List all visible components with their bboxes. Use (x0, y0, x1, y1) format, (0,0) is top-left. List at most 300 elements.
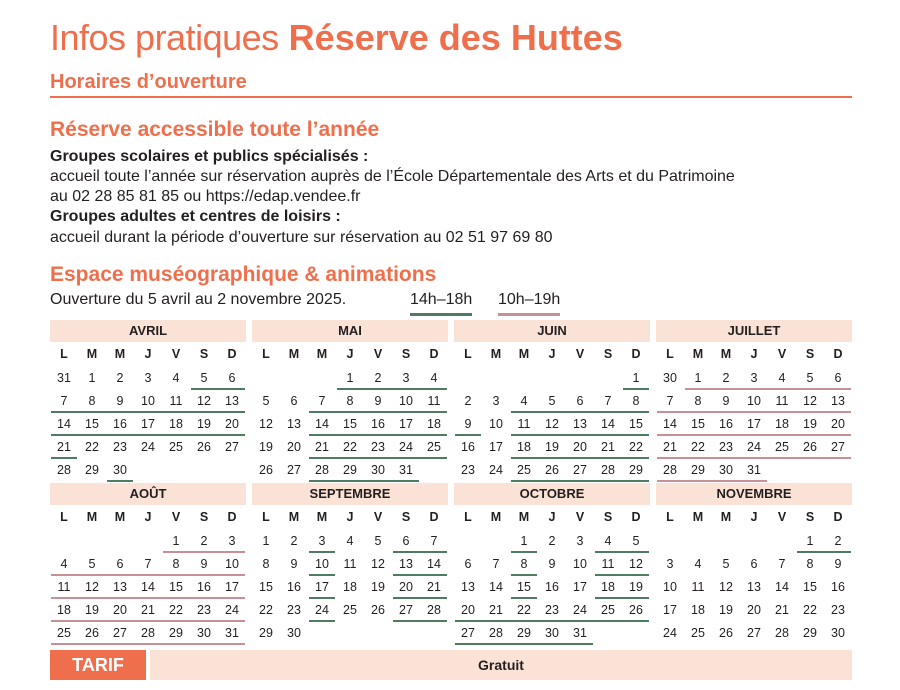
day-cell: 6 (576, 394, 584, 408)
weekday-label: S (805, 510, 815, 524)
day-cell: 9 (834, 557, 842, 571)
day-cell: 3 (402, 371, 410, 385)
week-row (50, 600, 246, 621)
day-cell: 26 (371, 603, 385, 617)
day-cell: 17 (489, 440, 503, 454)
day-cell: 10 (489, 417, 503, 431)
day-cell: 9 (722, 394, 730, 408)
day-cell: 24 (663, 626, 677, 640)
weekday-label: M (720, 347, 732, 361)
weekday-label: V (171, 510, 181, 524)
day-cell: 5 (374, 534, 382, 548)
day-cell: 17 (747, 417, 761, 431)
day-cell: 18 (775, 417, 789, 431)
day-cell (420, 623, 448, 644)
group2-line1: accueil durant la période d’ouverture sur réservation au 02 51 97 69 80 (50, 229, 553, 246)
weekday-label: D (227, 510, 237, 524)
day-cell: 6 (116, 557, 124, 571)
day-cell: 12 (719, 580, 733, 594)
day-cell: 26 (719, 626, 733, 640)
day-cell: 29 (259, 626, 273, 640)
day-cell: 15 (691, 417, 705, 431)
day-cell (134, 531, 162, 552)
day-cell: 8 (694, 394, 702, 408)
day-cell: 18 (343, 580, 357, 594)
month-calendar (50, 483, 246, 646)
day-cell: 24 (399, 440, 413, 454)
weekday-header (50, 507, 246, 531)
weekday-label: J (548, 347, 556, 361)
weekday-label: M (86, 347, 98, 361)
day-cell: 12 (259, 417, 273, 431)
weekday-label: M (288, 510, 300, 524)
day-cell: 28 (57, 463, 71, 477)
reserve-heading: Réserve accessible toute l’année (50, 118, 380, 141)
day-cell: 26 (629, 603, 643, 617)
day-cell: 21 (57, 440, 71, 454)
day-cell: 29 (85, 463, 99, 477)
day-cell: 7 (144, 557, 152, 571)
day-cell: 4 (778, 371, 786, 385)
day-cell: 3 (228, 534, 236, 548)
day-cell: 1 (806, 534, 814, 548)
week-row (454, 623, 650, 644)
day-cell: 2 (834, 534, 842, 548)
week-row (50, 460, 246, 481)
week-row (50, 577, 246, 598)
weekday-label: L (60, 347, 68, 361)
day-cell: 25 (427, 440, 441, 454)
day-cell: 13 (747, 580, 761, 594)
day-cell: 23 (371, 440, 385, 454)
weekday-label: V (575, 510, 585, 524)
day-cell: 7 (492, 557, 500, 571)
day-cell (392, 623, 420, 644)
week-row (656, 577, 852, 598)
day-cell: 19 (197, 417, 211, 431)
day-cell: 1 (520, 534, 528, 548)
day-cell: 9 (200, 557, 208, 571)
day-cell (308, 623, 336, 644)
day-cell: 21 (141, 603, 155, 617)
day-cell: 11 (601, 557, 615, 571)
day-cell: 15 (169, 580, 183, 594)
month-calendar (50, 320, 246, 483)
day-cell: 25 (517, 463, 531, 477)
day-cell (454, 531, 482, 552)
page-title-bold: Réserve des Huttes (288, 17, 623, 58)
weekday-label: D (833, 510, 843, 524)
day-cell: 4 (172, 371, 180, 385)
day-cell: 31 (747, 463, 761, 477)
weekday-label: M (692, 510, 704, 524)
day-cell: 15 (517, 580, 531, 594)
group1-label: Groupes scolaires et publics spécialisés : (50, 148, 369, 165)
month-name: JUIN (454, 320, 650, 342)
day-cell: 17 (225, 580, 239, 594)
weekday-label: J (346, 510, 354, 524)
day-cell (796, 460, 824, 481)
day-cell: 8 (346, 394, 354, 408)
weekday-label: D (631, 510, 641, 524)
day-cell: 4 (430, 371, 438, 385)
day-cell: 8 (520, 557, 528, 571)
weekday-label: J (750, 510, 758, 524)
day-cell: 12 (85, 580, 99, 594)
day-cell (420, 460, 448, 481)
month-calendar (454, 483, 650, 646)
day-cell: 16 (719, 417, 733, 431)
tarif-value: Gratuit (150, 650, 852, 680)
day-cell: 6 (290, 394, 298, 408)
week-row (252, 391, 448, 412)
day-cell: 21 (663, 440, 677, 454)
weekday-label: S (199, 347, 209, 361)
day-cell: 22 (629, 440, 643, 454)
day-cell: 19 (371, 580, 385, 594)
weekday-header (252, 507, 448, 531)
month-calendar (252, 320, 448, 483)
day-cell: 9 (116, 394, 124, 408)
week-row (656, 391, 852, 412)
day-cell: 10 (747, 394, 761, 408)
weekday-label: J (548, 510, 556, 524)
day-cell: 5 (806, 371, 814, 385)
day-cell: 23 (197, 603, 211, 617)
weekday-label: V (575, 347, 585, 361)
day-cell: 3 (750, 371, 758, 385)
day-cell: 5 (548, 394, 556, 408)
day-cell: 2 (722, 371, 730, 385)
day-cell: 28 (775, 626, 789, 640)
day-cell: 8 (172, 557, 180, 571)
day-cell: 20 (831, 417, 845, 431)
legend-afternoon-hours: 14h–18h (410, 289, 472, 316)
month-calendar (252, 483, 448, 646)
day-cell (712, 531, 740, 552)
day-cell: 5 (722, 557, 730, 571)
day-cell: 26 (197, 440, 211, 454)
day-cell: 12 (371, 557, 385, 571)
day-cell: 27 (573, 463, 587, 477)
month-calendar (454, 320, 650, 483)
month-name: MAI (252, 320, 448, 342)
day-cell: 11 (427, 394, 441, 408)
day-cell: 2 (464, 394, 472, 408)
day-cell: 2 (290, 534, 298, 548)
day-cell: 17 (573, 580, 587, 594)
day-cell: 24 (747, 440, 761, 454)
day-cell (566, 368, 594, 389)
day-cell: 22 (259, 603, 273, 617)
day-cell: 30 (371, 463, 385, 477)
group1-line1: accueil toute l’année sur réservation auprès de l’École Départementale des Arts et du Patrimoine (50, 168, 735, 185)
day-cell: 29 (803, 626, 817, 640)
day-cell: 26 (803, 440, 817, 454)
day-cell: 25 (169, 440, 183, 454)
day-cell: 28 (315, 463, 329, 477)
day-cell (768, 460, 796, 481)
day-cell: 30 (831, 626, 845, 640)
day-cell: 7 (318, 394, 326, 408)
day-cell: 14 (427, 557, 441, 571)
day-cell: 18 (57, 603, 71, 617)
day-cell: 26 (85, 626, 99, 640)
day-cell: 23 (719, 440, 733, 454)
day-cell: 19 (259, 440, 273, 454)
weekday-label: M (490, 347, 502, 361)
day-cell: 23 (287, 603, 301, 617)
weekday-label: L (464, 347, 472, 361)
weekday-label: J (144, 510, 152, 524)
day-cell: 7 (778, 557, 786, 571)
legend-full-day-hours: 10h–19h (498, 289, 560, 316)
week-row (50, 531, 246, 552)
espace-heading: Espace muséographique & animations (50, 263, 437, 286)
day-cell (538, 368, 566, 389)
day-cell: 26 (545, 463, 559, 477)
day-cell: 1 (632, 371, 640, 385)
day-cell: 24 (573, 603, 587, 617)
day-cell: 15 (343, 417, 357, 431)
day-cell: 27 (287, 463, 301, 477)
day-cell: 17 (315, 580, 329, 594)
day-cell: 29 (343, 463, 357, 477)
week-row (252, 623, 448, 644)
weekday-label: M (490, 510, 502, 524)
day-cell: 14 (57, 417, 71, 431)
weekday-label: D (429, 347, 439, 361)
weekday-label: V (171, 347, 181, 361)
day-cell: 23 (113, 440, 127, 454)
day-cell (594, 623, 622, 644)
day-cell: 8 (262, 557, 270, 571)
day-cell: 4 (346, 534, 354, 548)
day-cell (482, 531, 510, 552)
day-cell: 10 (141, 394, 155, 408)
weekday-header (656, 507, 852, 531)
day-cell: 29 (629, 463, 643, 477)
week-row (454, 531, 650, 552)
day-cell: 24 (315, 603, 329, 617)
day-cell: 29 (169, 626, 183, 640)
month-name: SEPTEMBRE (252, 483, 448, 505)
day-cell (364, 623, 392, 644)
day-cell: 26 (259, 463, 273, 477)
weekday-label: L (262, 510, 270, 524)
weekday-label: M (114, 510, 126, 524)
day-cell: 1 (346, 371, 354, 385)
day-cell: 21 (489, 603, 503, 617)
day-cell: 16 (831, 580, 845, 594)
weekday-label: M (518, 510, 530, 524)
week-row (656, 414, 852, 435)
week-row (252, 577, 448, 598)
day-cell: 30 (663, 371, 677, 385)
day-cell: 6 (750, 557, 758, 571)
day-cell (78, 531, 106, 552)
day-cell: 12 (545, 417, 559, 431)
day-cell: 30 (545, 626, 559, 640)
month-name: AVRIL (50, 320, 246, 342)
day-cell: 11 (775, 394, 789, 408)
week-row (50, 623, 246, 644)
day-cell: 14 (663, 417, 677, 431)
day-cell: 28 (601, 463, 615, 477)
week-row (454, 460, 650, 481)
week-row (50, 368, 246, 389)
day-cell (622, 623, 650, 644)
day-cell: 1 (172, 534, 180, 548)
day-cell: 2 (116, 371, 124, 385)
day-cell: 10 (573, 557, 587, 571)
week-row (252, 554, 448, 575)
week-row (454, 554, 650, 575)
weekday-header (50, 344, 246, 368)
day-cell: 31 (225, 626, 239, 640)
weekday-label: J (144, 347, 152, 361)
day-cell: 7 (60, 394, 68, 408)
day-cell: 16 (545, 580, 559, 594)
day-cell (106, 531, 134, 552)
week-row (656, 368, 852, 389)
weekday-label: J (750, 347, 758, 361)
week-row (252, 460, 448, 481)
day-cell (768, 531, 796, 552)
day-cell (454, 368, 482, 389)
day-cell: 2 (200, 534, 208, 548)
day-cell: 21 (427, 580, 441, 594)
weekday-label: V (373, 510, 383, 524)
weekday-label: V (373, 347, 383, 361)
day-cell: 29 (517, 626, 531, 640)
day-cell: 9 (290, 557, 298, 571)
day-cell (656, 531, 684, 552)
day-cell: 30 (287, 626, 301, 640)
week-row (656, 623, 852, 644)
day-cell: 3 (666, 557, 674, 571)
day-cell: 31 (399, 463, 413, 477)
day-cell: 7 (430, 534, 438, 548)
day-cell: 20 (461, 603, 475, 617)
day-cell: 3 (318, 534, 326, 548)
day-cell: 3 (492, 394, 500, 408)
week-row (252, 414, 448, 435)
weekday-label: D (429, 510, 439, 524)
day-cell: 13 (831, 394, 845, 408)
day-cell: 27 (399, 603, 413, 617)
day-cell: 23 (545, 603, 559, 617)
day-cell: 3 (144, 371, 152, 385)
day-cell (190, 460, 218, 481)
day-cell: 16 (197, 580, 211, 594)
day-cell: 13 (113, 580, 127, 594)
weekday-label: S (401, 347, 411, 361)
day-cell: 17 (141, 417, 155, 431)
day-cell: 27 (831, 440, 845, 454)
week-row (656, 437, 852, 458)
week-row (50, 414, 246, 435)
day-cell: 10 (663, 580, 677, 594)
weekday-label: D (227, 347, 237, 361)
week-row (50, 391, 246, 412)
week-row (252, 531, 448, 552)
day-cell: 8 (632, 394, 640, 408)
weekday-label: M (114, 347, 126, 361)
week-row (656, 460, 852, 481)
weekday-label: M (720, 510, 732, 524)
weekday-label: L (464, 510, 472, 524)
weekday-label: S (401, 510, 411, 524)
day-cell: 25 (601, 603, 615, 617)
day-cell: 23 (461, 463, 475, 477)
day-cell: 5 (200, 371, 208, 385)
day-cell (684, 531, 712, 552)
day-cell: 17 (399, 417, 413, 431)
day-cell: 22 (691, 440, 705, 454)
day-cell: 19 (629, 580, 643, 594)
day-cell: 15 (85, 417, 99, 431)
day-cell: 13 (225, 394, 239, 408)
day-cell: 6 (834, 371, 842, 385)
day-cell: 28 (489, 626, 503, 640)
week-row (454, 600, 650, 621)
weekday-header (252, 344, 448, 368)
day-cell: 25 (57, 626, 71, 640)
day-cell: 21 (775, 603, 789, 617)
day-cell: 25 (775, 440, 789, 454)
weekday-label: V (777, 510, 787, 524)
day-cell: 10 (315, 557, 329, 571)
day-cell: 14 (141, 580, 155, 594)
weekday-label: D (833, 347, 843, 361)
day-cell: 24 (489, 463, 503, 477)
day-cell: 21 (601, 440, 615, 454)
day-cell: 12 (197, 394, 211, 408)
day-cell: 7 (666, 394, 674, 408)
day-cell (162, 460, 190, 481)
month-name: AOÛT (50, 483, 246, 505)
day-cell: 3 (576, 534, 584, 548)
weekday-label: S (199, 510, 209, 524)
day-cell: 6 (464, 557, 472, 571)
day-cell: 20 (747, 603, 761, 617)
day-cell: 11 (691, 580, 705, 594)
day-cell: 9 (464, 417, 472, 431)
day-cell: 5 (262, 394, 270, 408)
day-cell: 30 (197, 626, 211, 640)
week-row (50, 554, 246, 575)
week-row (252, 437, 448, 458)
day-cell: 16 (287, 580, 301, 594)
day-cell (824, 460, 852, 481)
weekday-label: M (692, 347, 704, 361)
week-row (454, 368, 650, 389)
day-cell: 11 (517, 417, 531, 431)
weekday-label: M (316, 510, 328, 524)
day-cell: 19 (545, 440, 559, 454)
tarif-label: TARIF (50, 650, 146, 680)
weekday-label: M (288, 347, 300, 361)
day-cell: 1 (694, 371, 702, 385)
day-cell: 18 (517, 440, 531, 454)
weekday-label: S (603, 510, 613, 524)
month-calendar (656, 483, 852, 646)
day-cell: 13 (461, 580, 475, 594)
weekday-label: S (603, 347, 613, 361)
page-subtitle: Horaires d’ouverture (50, 71, 247, 93)
day-cell: 4 (694, 557, 702, 571)
